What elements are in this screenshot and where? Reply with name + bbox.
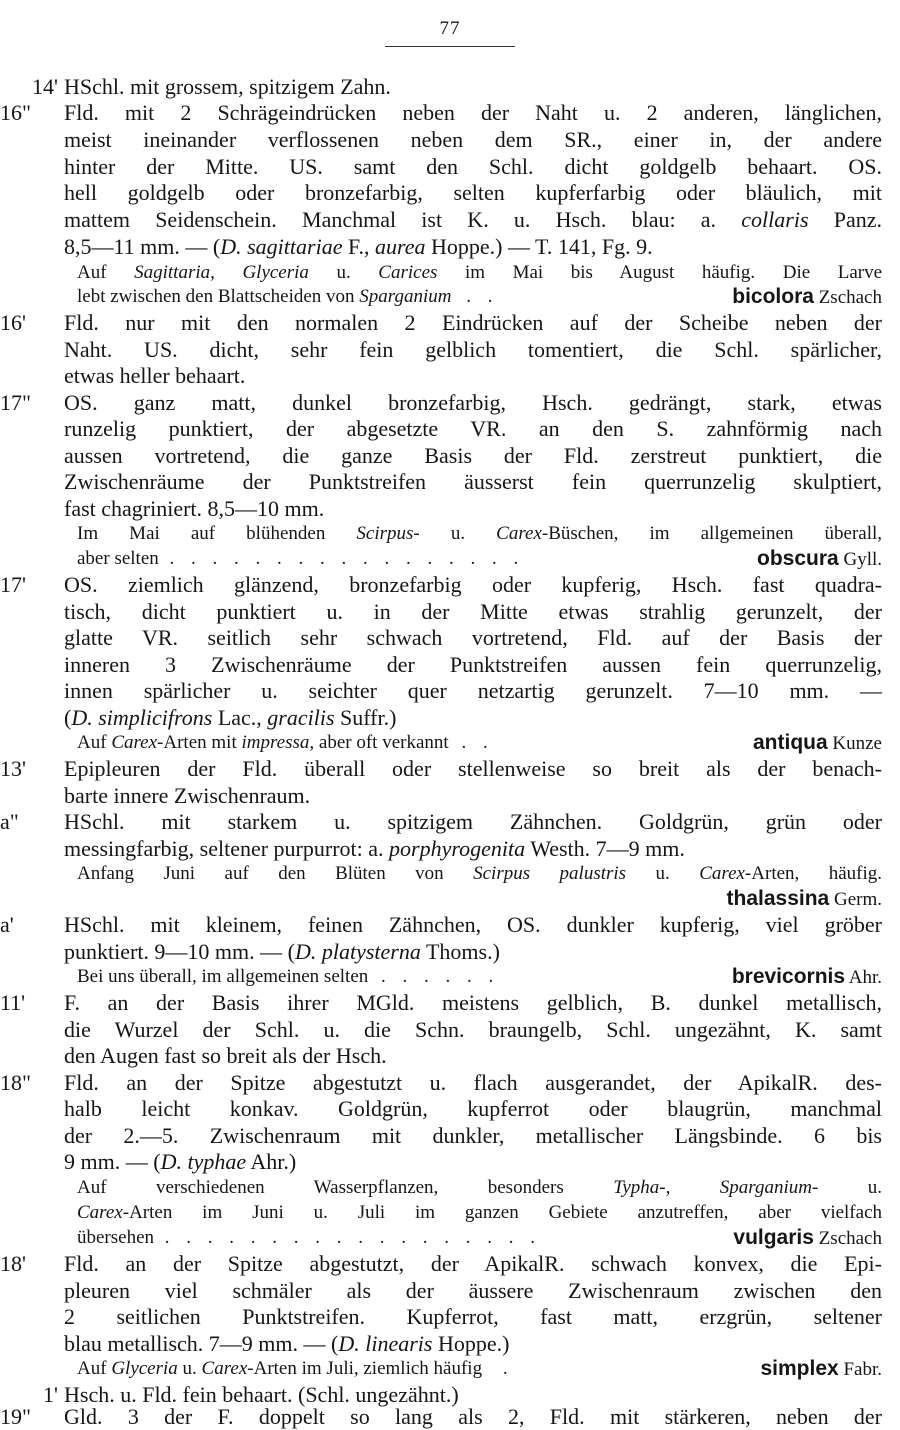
line-text: HSchl. mit grossem, spitzigem Zahn. <box>64 74 391 99</box>
line-text: der 2.—5. Zwischenraum mit dunkler, metallischer Längsbinde. 6 bis <box>64 1123 882 1148</box>
line-text: den Augen fast so breit als der Hsch. <box>64 1043 387 1068</box>
line-text: Auf <box>77 1358 107 1379</box>
plant-name: Sagittaria, Glyceria <box>134 262 309 283</box>
text-line <box>64 1123 882 1149</box>
couplet-number: 17' <box>0 572 26 597</box>
couplet-number: 14' <box>32 74 58 99</box>
plant-name: Typha-, Sparganium- <box>613 1177 819 1198</box>
species-name: collaris <box>741 207 809 232</box>
synonym-name: D. typhae <box>160 1149 247 1174</box>
author-name: Panz. <box>833 207 883 232</box>
species-entry <box>77 886 882 912</box>
plant-name: Carices <box>378 262 438 283</box>
synonym-name: D. platysterna <box>294 939 421 964</box>
habitat-line <box>77 964 882 990</box>
habitat-line <box>77 1200 882 1226</box>
author-name: Ahr. <box>848 967 882 988</box>
line-text: Arten im Juni u. Juli im ganzen Gebiete anzutreffen, aber vielfach <box>129 1202 882 1223</box>
line-text: u. <box>182 1358 197 1379</box>
species-name: simplex <box>760 1357 839 1380</box>
line-text: inneren 3 Zwischenräume der Punktstreifen aussen fein querrunzelig, <box>64 652 882 677</box>
line-text: übersehen <box>77 1227 155 1248</box>
species-entry <box>732 284 882 311</box>
plant-name: Scirpus palustris <box>473 863 627 884</box>
author-name: Gyll. <box>843 549 882 570</box>
text-line <box>64 416 882 442</box>
plant-name: Carex- <box>111 732 164 753</box>
habitat-line <box>77 730 882 756</box>
line-text: messingfarbig, seltener purpurrot: a. <box>64 836 384 861</box>
text-line <box>64 1096 882 1122</box>
species-entry <box>733 1225 882 1252</box>
text-line <box>64 1043 882 1069</box>
text-line <box>64 678 882 704</box>
synonym-name: gracilis <box>267 705 335 730</box>
text-line <box>64 363 882 389</box>
couplet-number: a" <box>0 809 19 834</box>
species-name: vulgaris <box>733 1226 814 1249</box>
line-text: HSchl. mit kleinem, feinen Zähnchen, OS. dunkler kupferig, viel gröber <box>64 912 882 937</box>
line-text: tisch, dicht punktiert u. in der Mitte etwas strahlig gerunzelt, der <box>64 599 882 624</box>
species-entry <box>757 546 882 573</box>
habitat-line <box>77 284 882 310</box>
plant-name: Carex- <box>77 1202 130 1223</box>
line-text: glatte VR. seitlich sehr schwach vortretend, Fld. auf der Basis der <box>64 625 882 650</box>
leader-dots: . . . . . . . . . . . . . . . . . <box>169 548 525 569</box>
line-text: barte innere Zwischenraum. <box>64 783 311 808</box>
line-text: hinter der Mitte. US. samt den Schl. dicht goldgelb behaart. OS. <box>64 154 882 179</box>
habitat-line <box>77 1356 882 1382</box>
species-name: obscura <box>757 547 839 570</box>
line-text: 9 mm. — ( <box>64 1149 161 1174</box>
line-text: u. <box>336 262 351 283</box>
text-line <box>0 1404 882 1430</box>
text-line <box>64 1331 882 1357</box>
line-text: Auf <box>77 262 107 283</box>
line-text: Fld. nur mit den normalen 2 Eindrücken auf der Scheibe neben der <box>64 310 882 335</box>
plant-name: Scirpus- <box>356 523 420 544</box>
text-line <box>0 756 882 782</box>
line-text: Bei uns überall, im allgemeinen selten <box>77 966 369 987</box>
line-text: runzelig punktiert, der abgesetzte VR. an den S. zahnförmig nach <box>64 416 882 441</box>
text-line <box>0 100 882 126</box>
couplet-number: 19" <box>0 1404 31 1429</box>
line-text: blau metallisch. 7—9 mm. — ( <box>64 1331 339 1356</box>
text-line <box>0 390 882 416</box>
couplet-number: 13' <box>0 756 26 781</box>
habitat-line <box>77 1175 882 1201</box>
line-text: punktiert. 9—10 mm. — ( <box>64 939 295 964</box>
plant-name: Carex- <box>496 523 549 544</box>
leader-dots: . . <box>461 732 494 753</box>
author-name: Lac., <box>217 705 262 730</box>
author-name: Germ. <box>833 889 882 910</box>
habitat-line <box>77 521 882 547</box>
text-line <box>32 74 882 100</box>
text-line <box>64 599 882 625</box>
text-line <box>64 783 882 809</box>
habitat-line <box>77 260 882 286</box>
line-text: etwas heller behaart. <box>64 363 246 388</box>
line-text: Anfang Juni auf den Blüten von <box>77 863 444 884</box>
line-text: Westh. 7—9 mm. <box>530 836 685 861</box>
species-name: bicolora <box>732 285 814 308</box>
line-text: Auf <box>77 732 107 753</box>
line-text: u. <box>867 1177 883 1198</box>
line-text: F. an der Basis ihrer MGld. meistens gelblich, B. dunkel metallisch, <box>64 990 882 1015</box>
line-text: Naht. US. dicht, sehr fein gelblich tomentiert, die Schl. spärlicher, <box>64 337 882 362</box>
text-line <box>64 705 882 731</box>
text-line <box>64 234 882 260</box>
text-line <box>64 207 882 233</box>
text-line <box>64 154 882 180</box>
couplet-number: 1' <box>43 1382 58 1407</box>
line-text: lebt zwischen den Blattscheiden von <box>77 286 355 307</box>
line-text: 2 seitlichen Punktstreifen. Kupferrot, fast matt, erzgrün, seltener <box>64 1304 882 1329</box>
text-line <box>0 310 882 336</box>
line-text: Büschen, im allgemeinen überall, <box>548 523 883 544</box>
leader-dots: . . . . . . . . . . . . . . . . . . <box>164 1227 542 1248</box>
line-text: Gld. 3 der F. doppelt so lang als 2, Fld. mit stärkeren, neben der <box>64 1404 882 1429</box>
synonym-name: D. simplicifrons <box>71 705 213 730</box>
synonym-name: D. sagittariae <box>220 234 343 259</box>
author-name: Thoms.) <box>425 939 500 964</box>
line-text: Im Mai auf blühenden <box>77 523 326 544</box>
couplet-number: 17" <box>0 390 31 415</box>
species-name: impressa, <box>241 732 315 753</box>
text-line <box>64 1278 882 1304</box>
line-text: Arten im Juli, ziemlich häufig <box>253 1358 483 1379</box>
line-text: innen spärlicher u. seichter quer netzartig gerunzelt. 7—10 mm. — <box>64 678 882 703</box>
leader-dots: . <box>502 1358 514 1379</box>
line-text: Fld. an der Spitze abgestutzt u. flach ausgerandet, der ApikalR. des- <box>64 1070 882 1095</box>
line-text: Fld. mit 2 Schrägeindrücken neben der Naht u. 2 anderen, länglichen, <box>64 100 882 125</box>
line-text: Zwischenräume der Punktstreifen äusserst fein querrunzelig skulptiert, <box>64 469 882 494</box>
text-line <box>0 1251 882 1277</box>
couplet-number: 16" <box>0 100 31 125</box>
habitat-line <box>77 1225 882 1251</box>
line-text: fast chagriniert. 8,5—10 mm. <box>64 496 325 521</box>
author-name: Kunze <box>832 733 882 754</box>
line-text: Arten mit <box>163 732 237 753</box>
leader-dots: . . <box>466 286 499 307</box>
species-entry <box>761 1356 883 1383</box>
text-line <box>0 912 882 938</box>
species-name: brevicornis <box>731 965 846 988</box>
text-line <box>64 836 882 862</box>
line-text: meist ineinander verflossenen neben dem SR., einer in, der andere <box>64 127 882 152</box>
line-text: 8,5—11 mm. — ( <box>64 234 221 259</box>
text-line <box>64 180 882 206</box>
text-line <box>64 443 882 469</box>
line-text: aber oft verkannt <box>318 732 449 753</box>
text-line <box>64 652 882 678</box>
author-name: Suffr.) <box>340 705 397 730</box>
synonym-name: aurea <box>374 234 426 259</box>
line-text: hell goldgelb oder bronzefarbig, selten kupferfarbig oder bläulich, mit <box>64 180 882 205</box>
text-line <box>64 1017 882 1043</box>
couplet-number: a' <box>0 912 14 937</box>
plant-name: Glyceria <box>111 1358 178 1379</box>
line-text: u. <box>655 863 670 884</box>
text-line <box>64 127 882 153</box>
couplet-number: 16' <box>0 310 26 335</box>
line-text: OS. ziemlich glänzend, bronzefarbig oder kupferig, Hsch. fast quadra- <box>64 572 882 597</box>
text-line <box>0 1070 882 1096</box>
text-line <box>64 625 882 651</box>
text-line <box>64 1149 882 1175</box>
line-text: ( <box>64 705 72 730</box>
couplet-number: 18" <box>0 1070 31 1095</box>
habitat-line <box>77 546 882 572</box>
line-text: Auf verschiedenen Wasserpflanzen, besonders <box>77 1177 564 1198</box>
line-text: Arten, häufig. <box>751 863 882 884</box>
plant-name: Carex- <box>201 1358 254 1379</box>
line-text: pleuren viel schmäler als der äussere Zwischenraum zwischen den <box>64 1278 882 1303</box>
plant-name: Carex- <box>699 863 752 884</box>
line-text: Epipleuren der Fld. überall oder stellenweise so breit als der benach- <box>64 756 882 781</box>
author-name: Zschach <box>818 287 882 308</box>
line-text: HSchl. mit starkem u. spitzigem Zähnchen. Goldgrün, grün oder <box>64 809 882 834</box>
author-name: Fabr. <box>843 1359 882 1380</box>
species-entry <box>753 730 882 757</box>
header-rule <box>385 46 515 47</box>
leader-dots: . . . . . . <box>381 966 500 987</box>
line-text: halb leicht konkav. Goldgrün, kupferrot oder blaugrün, manchmal <box>64 1096 882 1121</box>
species-name: antiqua <box>752 731 828 754</box>
author-name: Zschach <box>818 1228 882 1249</box>
line-text: aber selten <box>77 548 159 569</box>
synonym-name: D. linearis <box>338 1331 433 1356</box>
text-line <box>64 469 882 495</box>
line-text: u. <box>450 523 466 544</box>
line-text: die Wurzel der Schl. u. die Schn. braungelb, Schl. ungezähnt, K. samt <box>64 1017 882 1042</box>
line-text: Fld. an der Spitze abgestutzt, der ApikalR. schwach konvex, die Epi- <box>64 1251 882 1276</box>
line-text: OS. ganz matt, dunkel bronzefarbig, Hsch. gedrängt, stark, etwas <box>64 390 882 415</box>
line-text: mattem Seidenschein. Manchmal ist K. u. Hsch. blau: a. <box>64 207 717 232</box>
text-line <box>0 809 882 835</box>
plant-name: Sparganium <box>359 286 452 307</box>
author-name: F., <box>347 234 370 259</box>
text-line <box>64 939 882 965</box>
line-text: im Mai bis August häufig. Die Larve <box>464 262 883 283</box>
species-name: porphyrogenita <box>389 836 526 861</box>
text-line <box>64 496 882 522</box>
habitat-line <box>77 861 882 887</box>
text-line <box>64 1304 882 1330</box>
line-text: Hoppe.) — T. 141, Fg. 9. <box>430 234 653 259</box>
species-entry <box>732 964 882 991</box>
species-name: thalassina <box>726 887 830 910</box>
author-name: Hoppe.) <box>437 1331 510 1356</box>
text-line <box>0 990 882 1016</box>
line-text: aussen vortretend, die ganze Basis der Fld. zerstreut punktiert, die <box>64 443 882 468</box>
text-line <box>64 337 882 363</box>
author-name: Ahr.) <box>250 1149 297 1174</box>
couplet-number: 11' <box>0 990 26 1015</box>
text-line <box>0 572 882 598</box>
couplet-number: 18' <box>0 1251 26 1276</box>
line-text: Hsch. u. Fld. fein behaart. (Schl. ungezähnt.) <box>64 1382 459 1407</box>
page-number: 77 <box>439 18 461 39</box>
